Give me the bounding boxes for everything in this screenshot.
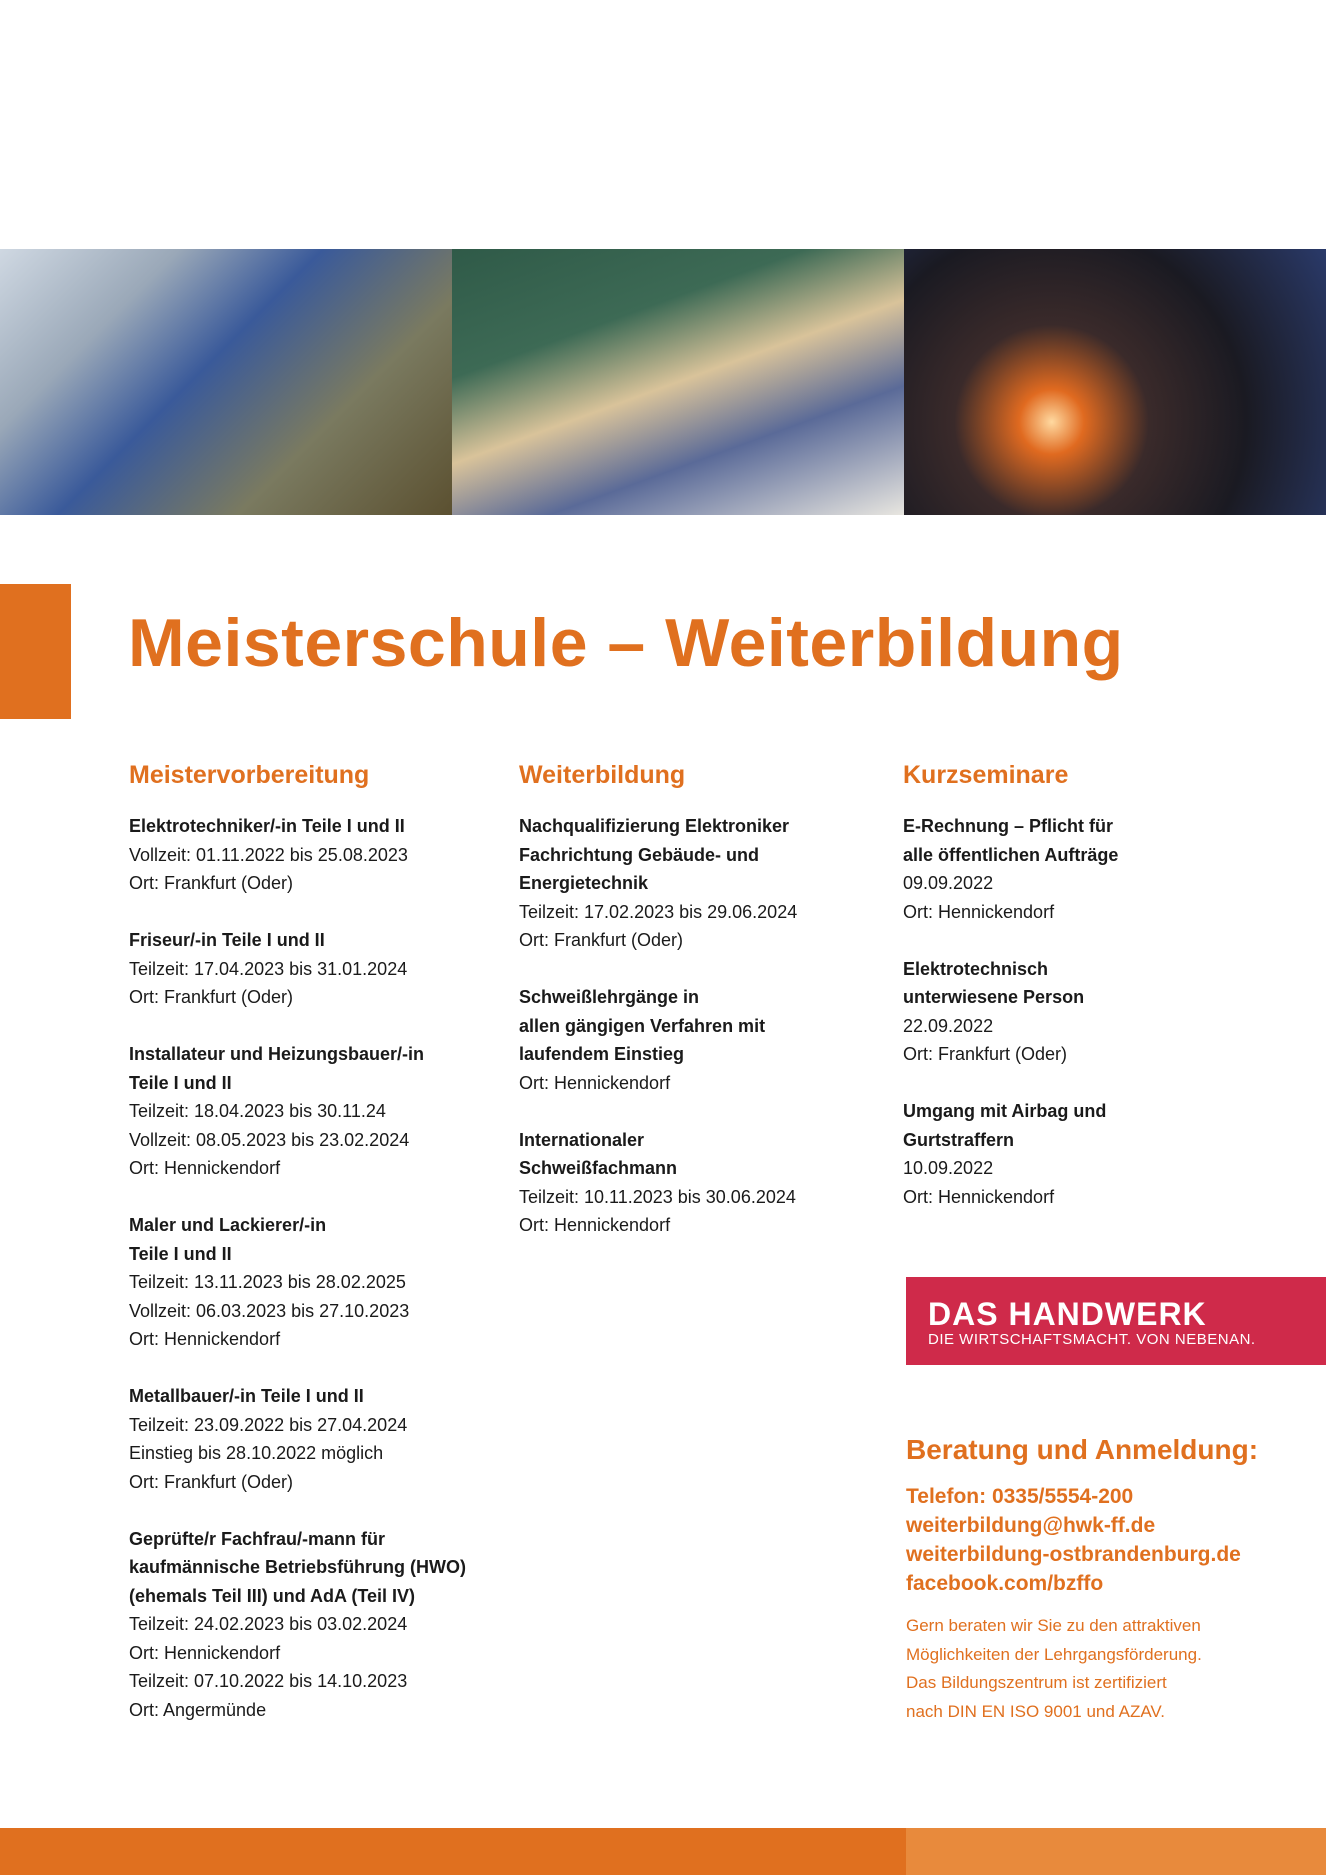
course-title: Umgang mit Airbag und Gurtstraffern xyxy=(903,1101,1107,1150)
course-item xyxy=(903,1097,1303,1211)
course-detail: 09.09.2022 xyxy=(903,873,994,893)
course-title: Geprüfte/r Fachfrau/-mann für kaufmännische Betriebsführung (HWO) (ehemals Teil III) und AdA (Teil IV) xyxy=(129,1528,467,1606)
course-item xyxy=(129,1040,509,1183)
course-title: Schweißlehrgänge in allen gängigen Verfahren mit laufendem Einstieg xyxy=(519,987,766,1064)
photo-classroom xyxy=(452,249,904,515)
column-heading: Weiterbildung xyxy=(519,761,686,789)
website-link[interactable]: weiterbildung-ostbrandenburg.de xyxy=(906,1543,1241,1566)
course-detail: 22.09.2022 xyxy=(903,1015,994,1036)
course-detail: Ort: Hennickendorf xyxy=(129,1158,281,1178)
course-title: Friseur/-in Teile I und II xyxy=(129,930,325,950)
course-title: Maler und Lackierer/-in Teile I und II xyxy=(129,1215,327,1264)
course-item xyxy=(129,1382,509,1496)
course-detail: Teilzeit: 07.10.2022 bis 14.10.2023 xyxy=(129,1671,408,1691)
course-detail: 10.09.2022 xyxy=(903,1158,994,1178)
course-detail: Vollzeit: 06.03.2023 bis 27.10.2023 xyxy=(129,1300,410,1321)
course-detail: Einstieg bis 28.10.2022 möglich xyxy=(129,1443,384,1463)
course-detail: Ort: Frankfurt (Oder) xyxy=(519,930,684,950)
course-detail: Teilzeit: 13.11.2023 bis 28.02.2025 xyxy=(129,1272,406,1292)
course-detail: Ort: Angermünde xyxy=(129,1699,267,1720)
column-heading: Kurzseminare xyxy=(903,761,1069,789)
course-detail: Teilzeit: 23.09.2022 bis 27.04.2024 xyxy=(129,1414,408,1435)
page-title: Meisterschule – Weiterbildung xyxy=(128,605,1124,681)
photo-welding xyxy=(904,249,1326,515)
column-heading: Meistervorbereitung xyxy=(129,761,370,789)
course-detail: Vollzeit: 08.05.2023 bis 23.02.2024 xyxy=(129,1129,410,1150)
course-detail: Ort: Hennickendorf xyxy=(129,1329,281,1349)
footer-bar xyxy=(0,1828,906,1875)
course-detail: Ort: Frankfurt (Oder) xyxy=(129,873,294,893)
course-detail: Ort: Frankfurt (Oder) xyxy=(129,987,294,1007)
course-item xyxy=(903,955,1303,1069)
photo-strip xyxy=(0,249,1326,515)
accent-block xyxy=(0,584,71,719)
course-item xyxy=(129,1525,509,1725)
course-detail: Teilzeit: 10.11.2023 bis 30.06.2024 xyxy=(519,1186,796,1207)
course-title: Internationaler Schweißfachmann xyxy=(519,1129,678,1178)
facebook-link[interactable]: facebook.com/bzffo xyxy=(906,1572,1104,1595)
das-handwerk-logo xyxy=(906,1277,1326,1365)
course-detail: Ort: Hennickendorf xyxy=(519,1215,671,1235)
footer-bar-right xyxy=(906,1828,1326,1875)
phone: Telefon: 0335/5554-200 xyxy=(906,1485,1134,1508)
course-title: Elektrotechniker/-in Teile I und II xyxy=(129,816,405,836)
course-item xyxy=(519,983,899,1097)
course-detail: Ort: Frankfurt (Oder) xyxy=(129,1471,294,1492)
course-detail: Ort: Hennickendorf xyxy=(129,1642,281,1663)
course-detail: Ort: Hennickendorf xyxy=(903,1186,1055,1207)
course-detail: Ort: Hennickendorf xyxy=(519,1072,671,1093)
course-item xyxy=(129,926,509,1012)
course-title: Metallbauer/-in Teile I und II xyxy=(129,1386,364,1406)
course-item xyxy=(129,812,509,898)
course-detail: Teilzeit: 17.04.2023 bis 31.01.2024 xyxy=(129,958,408,979)
course-detail: Ort: Frankfurt (Oder) xyxy=(903,1044,1068,1064)
course-title: Elektrotechnisch unterwiesene Person xyxy=(903,958,1085,1007)
email-link[interactable]: weiterbildung@hwk-ff.de xyxy=(906,1514,1156,1537)
contact-heading: Beratung und Anmeldung: xyxy=(906,1434,1259,1465)
column-kurzseminare xyxy=(903,758,1303,1240)
course-detail: Ort: Hennickendorf xyxy=(903,901,1055,922)
course-title: Nachqualifizierung Elektroniker Fachrichtung Gebäude- und Energietechnik xyxy=(519,816,790,893)
course-item xyxy=(519,1126,899,1240)
course-item xyxy=(519,812,899,955)
logo-tagline: DIE WIRTSCHAFTSMACHT. VON NEBENAN. xyxy=(928,1331,1256,1348)
course-detail: Teilzeit: 24.02.2023 bis 03.02.2024 xyxy=(129,1614,408,1634)
column-weiterbildung xyxy=(519,758,899,1268)
course-detail: Teilzeit: 17.02.2023 bis 29.06.2024 xyxy=(519,901,798,922)
course-detail: Vollzeit: 01.11.2022 bis 25.08.2023 xyxy=(129,844,408,865)
logo-main: DAS HANDWERK xyxy=(928,1296,1207,1332)
photo-workshop xyxy=(0,249,452,515)
course-item xyxy=(903,812,1303,926)
course-item xyxy=(129,1211,509,1354)
column-meistervorbereitung xyxy=(129,758,509,1753)
contact-section xyxy=(906,1432,1326,1726)
contact-note: Gern beraten wir Sie zu den attraktiven Möglichkeiten der Lehrgangsförderung. Das Bildungszentrum ist zertifiziert nach DIN EN ISO 9001 und AZAV. xyxy=(906,1616,1202,1721)
course-detail: Teilzeit: 18.04.2023 bis 30.11.24 xyxy=(129,1101,386,1121)
course-title: E-Rechnung – Pflicht für alle öffentlichen Aufträge xyxy=(903,816,1119,865)
course-title: Installateur und Heizungsbauer/-in Teile I und II xyxy=(129,1044,425,1093)
